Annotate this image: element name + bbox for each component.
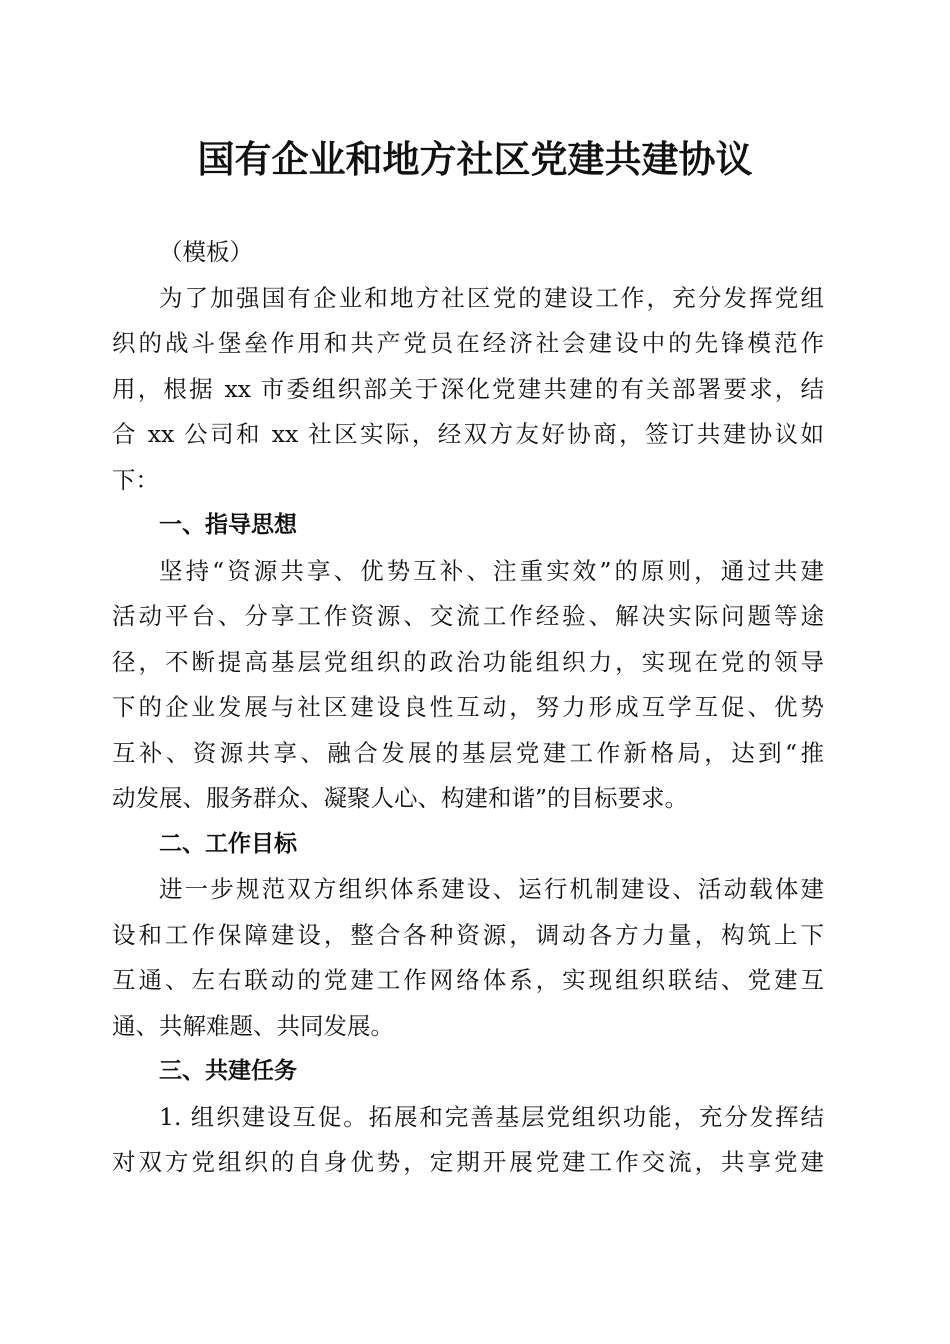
section-heading-work-goals: 二、工作目标 — [159, 830, 297, 857]
paragraph-line: 互通、左右联动的党建工作网络体系，实现组织联结、党建互 — [112, 966, 824, 994]
paragraph-line: 为了加强国有企业和地方社区党的建设工作，充分发挥党组 — [159, 283, 824, 312]
paragraph-line: 对双方党组织的自身优势，定期开展党建工作交流，共享党建 — [112, 1148, 824, 1176]
paragraph-line: 活动平台、分享工作资源、交流工作经验、解决实际问题等途 — [112, 602, 824, 630]
paragraph-line: 织的战斗堡垒作用和共产党员在经济社会建设中的先锋模范作 — [112, 329, 824, 357]
paragraph-line: 合 xx 公司和 xx 社区实际，经双方友好协商，签订共建协议如 — [112, 420, 824, 448]
document-body — [112, 230, 824, 1186]
paragraph-line: 通、共解难题、共同发展。 — [112, 1011, 394, 1040]
paragraph-line: 下： — [112, 465, 159, 494]
paragraph-line: 进一步规范双方组织体系建设、运行机制建设、活动载体建 — [159, 875, 824, 903]
paragraph-line: 用，根据 xx 市委组织部关于深化党建共建的有关部署要求，结 — [112, 374, 824, 403]
paragraph-line: 1. 组织建设互促。拓展和完善基层党组织功能，充分发挥结 — [159, 1102, 824, 1131]
section-heading-guiding-ideology: 一、指导思想 — [159, 512, 297, 538]
paragraph-line: 径，不断提高基层党组织的政治功能组织力，实现在党的领导 — [112, 647, 824, 676]
intro-paragraph — [112, 276, 824, 504]
section-paragraph — [112, 867, 824, 1049]
section-paragraph — [112, 549, 824, 822]
paragraph-line: 互补、资源共享、融合发展的基层党建工作新格局，达到“推 — [112, 738, 824, 767]
paragraph-line: 动发展、服务群众、凝聚人心、构建和谐”的目标要求。 — [112, 784, 689, 812]
paragraph-line: 设和工作保障建设，整合各种资源，调动各方力量，构筑上下 — [112, 920, 824, 949]
paragraph-line: 下的企业发展与社区建设良性互动，努力形成互学互促、优势 — [112, 693, 824, 721]
template-label: （模板） — [159, 238, 253, 266]
section-heading-joint-tasks: 三、共建任务 — [159, 1058, 297, 1084]
section-paragraph — [112, 1095, 824, 1186]
document-title: 国有企业和地方社区党建共建协议 — [197, 137, 753, 181]
paragraph-line: 坚持“资源共享、优势互补、注重实效”的原则，通过共建 — [159, 556, 824, 585]
